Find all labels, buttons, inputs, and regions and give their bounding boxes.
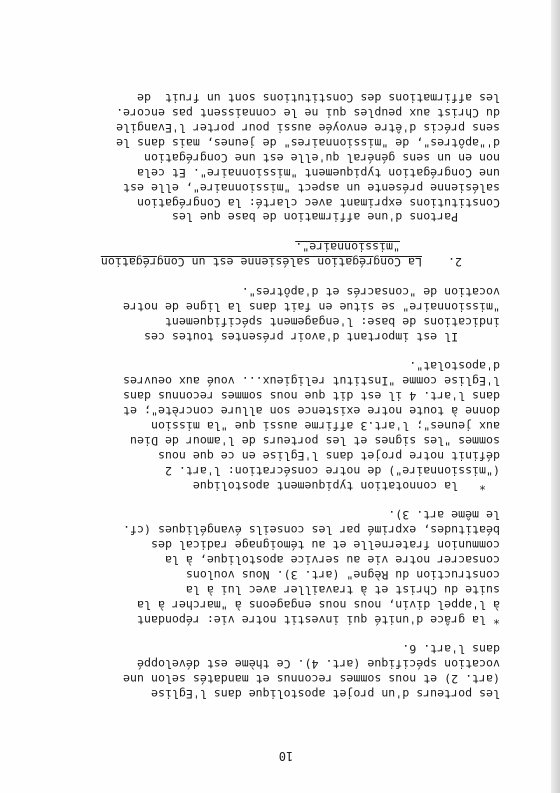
text-line: construction du Règne" (art. 3). Nous voulons (185, 567, 500, 582)
paragraph-gap (68, 225, 500, 240)
text-line: (art. 2) et nous sommes reconnus et mandatés selon une (123, 672, 500, 687)
text-line: * la connotation typiquement apostolique (192, 478, 500, 493)
text-line: d'apostolat". (409, 359, 500, 374)
text-line: béatitudes, exprimé par les conseils évangéliques (cf. (123, 523, 500, 538)
text-line: ("missionnaire") de notre consécration: l'art. 2 (164, 463, 500, 478)
text-line: sommes "les signes et les porteurs de l'amour de Dieu (130, 433, 500, 448)
text-line: non en un sens général qu'elle est une Congrégation (144, 150, 500, 165)
text-line: consacrer notre vie au service apostolique, à la (164, 552, 500, 567)
text-line: vocation spécifique (art. 4). Ce thème est développé (137, 657, 500, 672)
paragraph (68, 641, 500, 701)
text-line: à l'appel divin, nous nous engageons à "marcher à la (137, 597, 500, 612)
text-line: * la grâce d'unité qui investit notre vie: répondant (137, 612, 500, 627)
text-line: donne à toute notre existence son allure concrète"; et (123, 404, 500, 419)
section-title: La Congrégation salésienne est un Congrégation (100, 255, 422, 270)
text-line: définit notre projet dans l'Eglise en ce que nous (157, 448, 500, 463)
page-number: 10 (278, 749, 294, 763)
text-line: dans l'art. 6. (402, 642, 500, 657)
text-line: les affirmations des Constitutions sont un fruit de (137, 91, 500, 106)
text-line: salésienne présente un aspect "missionnaire", elle est (123, 180, 500, 195)
text-line: sens précis d'être envoyée aussi pour porter l'Evangile (116, 121, 500, 136)
text-line: les porteurs d'un projet apostolique dans l'Eglise (150, 687, 500, 701)
section-heading (68, 239, 462, 269)
text-line: aux jeunes"; l'art.3 affirme aussi que "la mission (150, 418, 500, 433)
text-line: communion fraternelle et au témoignage radical des (150, 538, 500, 553)
text-line: vocation de "consacrés et d'apôtres". (241, 284, 500, 299)
paragraph (68, 284, 500, 344)
paragraph-gap (68, 627, 500, 642)
text-line: du Christ aux peuples qui ne le connaissent pas encore. (116, 106, 500, 121)
section-number: 2. (448, 255, 462, 270)
paragraph-gap (68, 269, 500, 284)
paragraph (68, 507, 500, 626)
text-line: dans l'art. 4 il est dit que nous sommes reconnus dans (123, 389, 500, 404)
text-line: "missionnaire" se situe en fait dans la ligne de notre (123, 299, 500, 314)
paragraph (68, 359, 500, 493)
text-block (68, 90, 500, 701)
text-line: Partons d'une affirmation de base que les (171, 210, 500, 225)
text-line: suite du Christ et à travailler avec lui à la (185, 582, 500, 597)
text-line: une Congrégation typiquement "missionnaire". Et cela (137, 165, 500, 180)
text-line: le même art. 3). (388, 508, 500, 523)
text-line: indications de base: l'engagement spécifiquement (164, 314, 500, 329)
paragraph-gap (68, 493, 500, 508)
text-line: d'"apôtres", de "missionnaires" de jeunes, mais dans le (116, 136, 500, 151)
paragraph-gap (68, 344, 500, 359)
text-line: Il est important d'avoir présentes toutes ces (144, 329, 500, 344)
text-line: Constitutions exprimant avec clarté: la Congrégation (137, 195, 500, 210)
section-title-continued: "missionnaire". (295, 240, 400, 255)
text-line: l'Eglise comme "Institut religieux... voué aux oeuvres (123, 374, 500, 389)
paragraph (68, 90, 500, 224)
